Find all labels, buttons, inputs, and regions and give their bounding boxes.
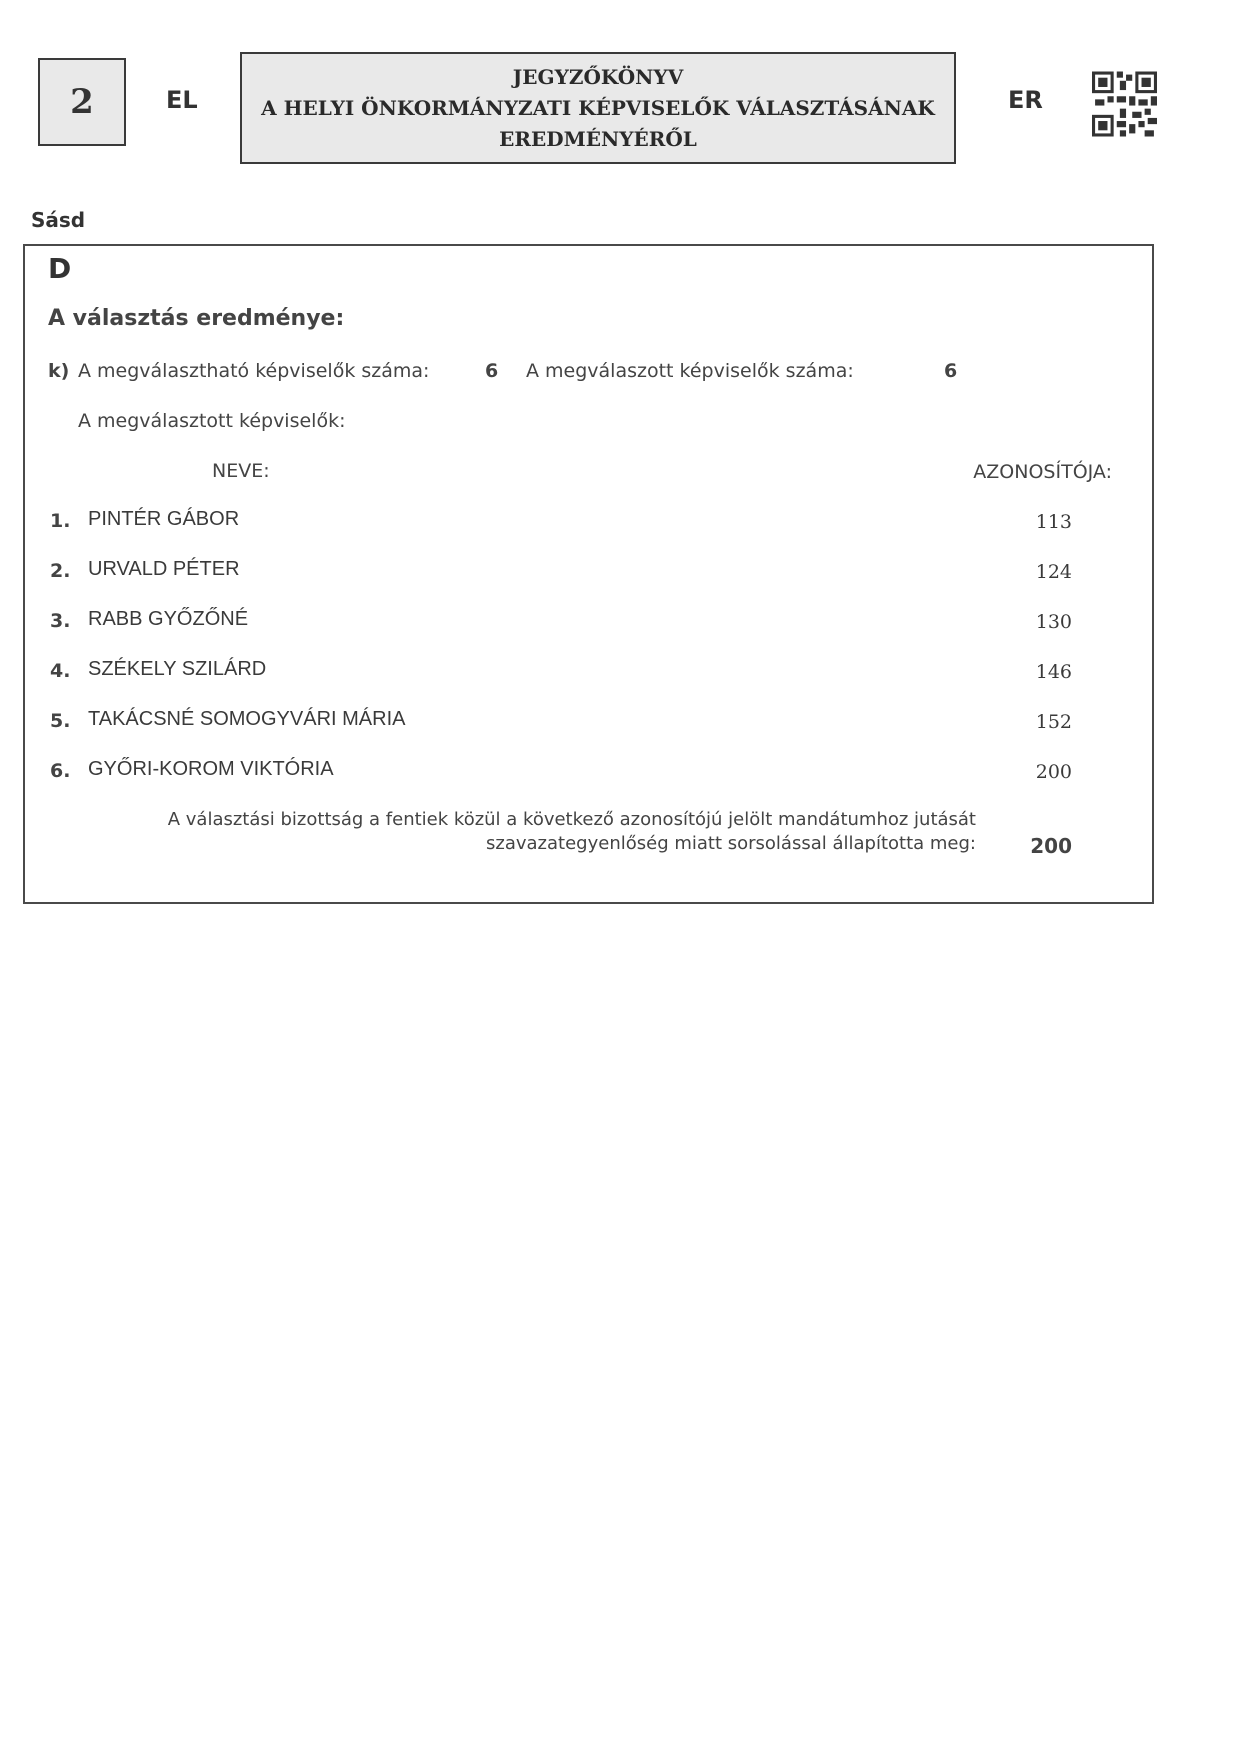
settlement-name: Sásd xyxy=(31,208,86,232)
representative-name: TAKÁCSNÉ SOMOGYVÁRI MÁRIA xyxy=(88,708,406,730)
title-line-2: A HELYI ÖNKORMÁNYZATI KÉPVISELŐK VÁLASZTÁSÁNAK xyxy=(261,95,935,120)
qr-code-icon xyxy=(1092,71,1157,137)
elected-count-label: A megválaszott képviselők száma: xyxy=(526,360,854,382)
lottery-winner-id: 200 xyxy=(1030,834,1072,858)
elected-count-value: 6 xyxy=(944,360,958,382)
representative-name: URVALD PÉTER xyxy=(88,558,240,580)
id-column-header: AZONOSÍTÓJA: xyxy=(973,461,1112,483)
right-code: ER xyxy=(1008,86,1043,114)
representative-name: SZÉKELY SZILÁRD xyxy=(88,658,267,680)
section-title: A választás eredménye: xyxy=(48,306,345,331)
lottery-note xyxy=(168,808,976,857)
section-letter: D xyxy=(48,252,72,285)
list-item-number: 5. xyxy=(50,710,71,732)
representative-id: 152 xyxy=(1035,711,1072,733)
title-line-3: EREDMÉNYÉRŐL xyxy=(499,126,697,151)
representative-id: 124 xyxy=(1035,561,1072,583)
electable-count-label: A megválasztható képviselők száma: xyxy=(78,360,430,382)
electable-count-value: 6 xyxy=(485,360,499,382)
list-item-number: 1. xyxy=(50,510,71,532)
representative-name: GYŐRI-KOROM VIKTÓRIA xyxy=(88,758,334,780)
representative-name: PINTÉR GÁBOR xyxy=(88,508,240,530)
list-item-number: 3. xyxy=(50,610,71,632)
elected-list-label: A megválasztott képviselők: xyxy=(78,410,346,432)
list-item-number: 6. xyxy=(50,760,71,782)
lottery-note-line-1: A választási bizottság a fentiek közül a következő azonosítójú jelölt mandátumhoz jutását xyxy=(167,809,976,830)
item-k-label: k) xyxy=(48,360,70,382)
left-code: EL xyxy=(166,86,198,114)
document-title-box xyxy=(240,52,956,164)
list-item-number: 4. xyxy=(50,660,71,682)
title-line-1: JEGYZŐKÖNYV xyxy=(512,64,684,89)
representative-id: 130 xyxy=(1035,611,1072,633)
representative-id: 200 xyxy=(1035,761,1072,783)
page-number: 2 xyxy=(70,82,94,122)
name-column-header: NEVE: xyxy=(212,460,270,482)
representative-name: RABB GYŐZŐNÉ xyxy=(88,608,249,630)
lottery-note-line-2: szavazategyenlőség miatt sorsolással állapította meg: xyxy=(486,833,976,855)
representative-id: 146 xyxy=(1035,661,1072,683)
representative-id: 113 xyxy=(1035,511,1072,533)
list-item-number: 2. xyxy=(50,560,71,582)
page-number-box xyxy=(38,58,126,146)
